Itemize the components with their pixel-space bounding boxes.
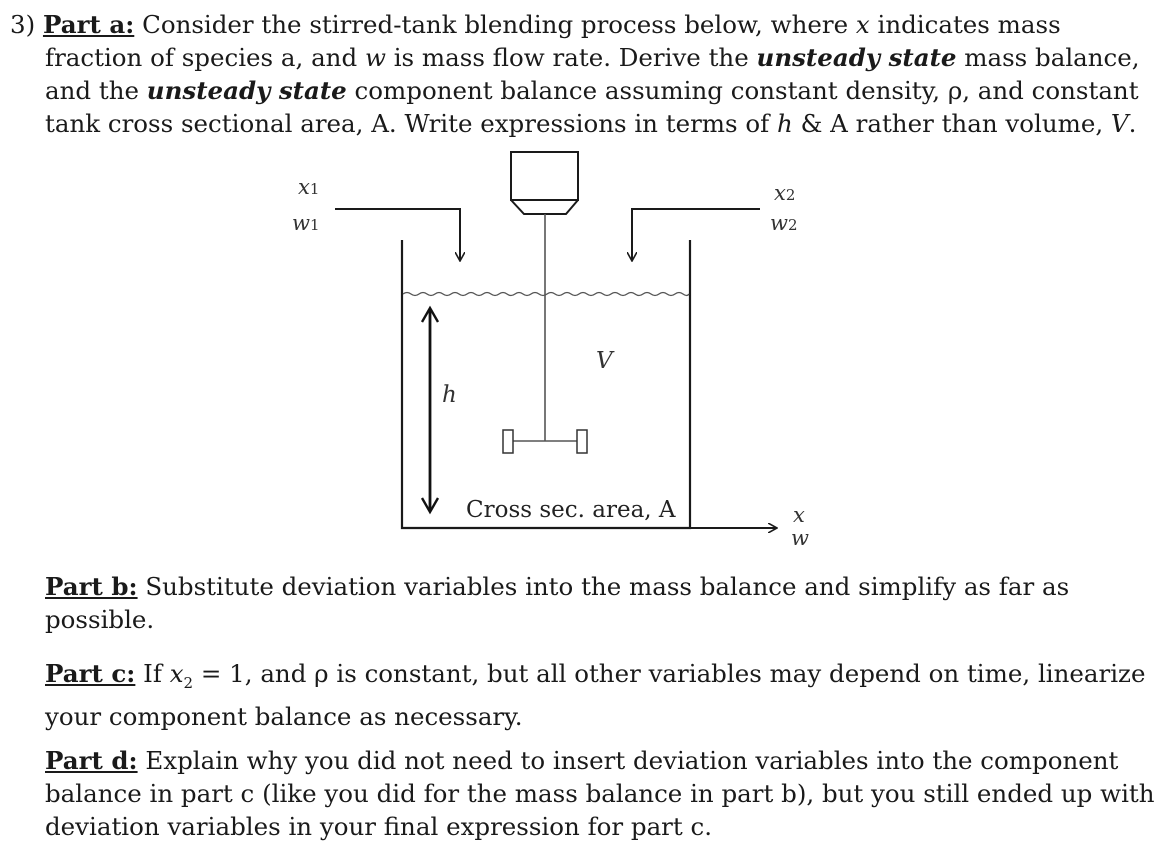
part-d [0, 744, 1155, 843]
part-d-line-3: deviation variables in your final expression for part c. [45, 812, 713, 841]
height-arrow [422, 308, 438, 512]
part-a [0, 8, 1140, 140]
part-c [0, 657, 1146, 733]
area-label: Cross sec. area, A [466, 497, 676, 523]
part-d-heading: Part d: [45, 746, 138, 775]
outlet-w-label: w [791, 526, 809, 550]
part-c-heading: Part c: [45, 659, 136, 688]
part-b-line-2: possible. [45, 605, 155, 634]
part-c-line-1: Part c: If $x_2 = 1$, and ρ is constant, but all other variables may depend on time, linearize [45, 659, 1146, 692]
motor-icon [511, 152, 578, 214]
inlet-1-x-label: x1 [298, 175, 320, 199]
part-a-line-4: tank cross sectional area, A. Write expressions in terms of h & A rather than volume, V. [45, 109, 1137, 138]
part-d-line-2: balance in part c (like you did for the mass balance in part b), but you still ended up with [45, 779, 1155, 808]
emphasis-unsteady-2: unsteady state [146, 76, 347, 105]
volume-label: V [596, 348, 613, 374]
outlet-x-label: x [793, 503, 805, 527]
inlet-2-w-label: w2 [770, 211, 798, 235]
inlet-2-x-label: x2 [774, 181, 796, 205]
part-d-line-1: Part d: Explain why you did not need to insert deviation variables into the component [45, 746, 1119, 775]
part-c-line-2: your component balance as necessary. [45, 701, 523, 731]
part-b-heading: Part b: [45, 572, 138, 601]
emphasis-unsteady-1: unsteady state [756, 43, 957, 72]
part-b [0, 570, 1100, 636]
inlet-2-pipe [632, 209, 760, 260]
stirred-tank-diagram [270, 148, 830, 553]
inlet-1-pipe [335, 209, 460, 260]
question-number: 3) [10, 10, 36, 39]
part-a-line-3: and the unsteady state component balance assuming constant density, ρ, and constant [45, 76, 1139, 105]
part-b-line-1: Part b: Substitute deviation variables into the mass balance and simplify as far as [45, 572, 1070, 601]
part-a-line-1: 3) Part a: Consider the stirred-tank blending process below, where x indicates mass [10, 10, 1061, 39]
inlet-1-w-label: w1 [292, 211, 320, 235]
part-a-heading: Part a: [42, 10, 135, 39]
height-label: h [442, 382, 457, 408]
part-a-line-2: fraction of species a, and w is mass flow rate. Derive the unsteady state mass balance, [45, 43, 1140, 72]
liquid-surface [403, 293, 689, 296]
